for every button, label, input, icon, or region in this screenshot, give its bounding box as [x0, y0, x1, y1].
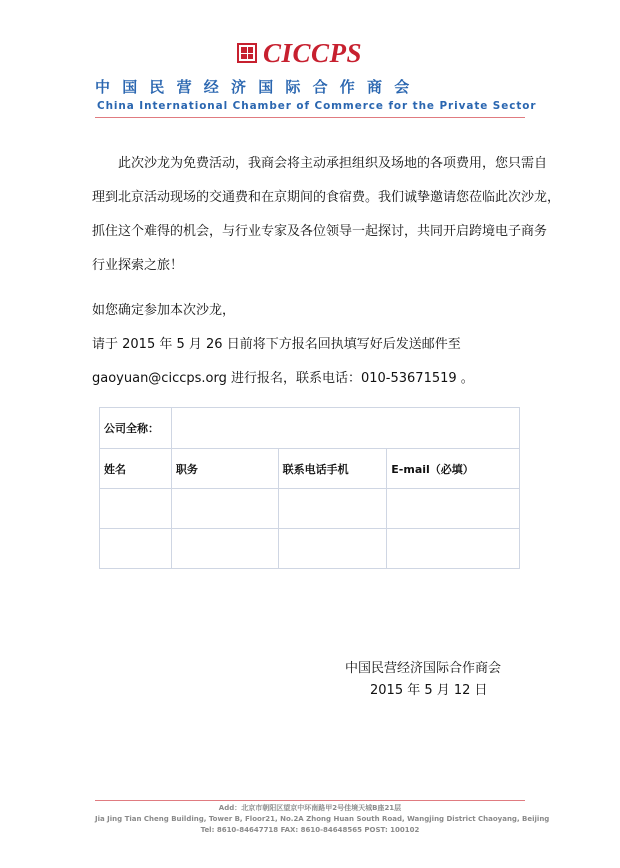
paragraph-line: 抓住这个难得的机会，与行业专家及各位领导一起探讨，共同开启跨境电子商务	[92, 224, 548, 239]
logo	[237, 37, 363, 68]
table-row	[100, 489, 520, 529]
footer-address-cn: Add：北京市朝阳区望京中环南路甲2号佳境天城B座21层	[218, 804, 402, 812]
invitation-paragraph	[92, 155, 561, 291]
signature-org: 中国民营经济国际合作商会	[345, 661, 502, 676]
footer-contact: Tel: 8610-84647718 FAX: 8610-84648565 POST: 100102	[200, 826, 420, 834]
column-header-email: E-mail（必填）	[387, 449, 520, 489]
org-name-en: China International Chamber of Commerce for the Private Sector	[97, 100, 537, 112]
paragraph-line: 理到北京活动现场的交通费和在京期间的食宿费。我们诚挚邀请您莅临此次沙龙，	[92, 190, 561, 205]
company-name-field[interactable]	[171, 408, 519, 449]
table-row	[100, 529, 520, 569]
instruction-line: gaoyuan@ciccps.org 进行报名，联系电话：010-53671519 。	[92, 371, 474, 386]
footer	[95, 803, 550, 836]
paragraph-line: 行业探索之旅！	[92, 258, 184, 273]
column-header-position: 职务	[171, 449, 278, 489]
logo-text: CICCPS	[263, 37, 363, 68]
instruction-line: 如您确定参加本次沙龙，	[92, 303, 236, 318]
registration-form	[99, 407, 520, 569]
company-row	[100, 408, 520, 449]
company-label: 公司全称：	[100, 408, 172, 449]
instruction-line: 请于 2015 年 5 月 26 日前将下方报名回执填写好后发送邮件至	[92, 337, 461, 352]
footer-divider	[95, 800, 525, 801]
phone-cell[interactable]	[278, 529, 387, 569]
paragraph-line: 此次沙龙为免费活动，我商会将主动承担组织及场地的各项费用，您只需自	[118, 156, 548, 171]
org-name-cn: 中国民营经济国际合作商会	[95, 78, 422, 96]
footer-address-en: Jia Jing Tian Cheng Building, Tower B, Floor21, No.2A Zhong Huan South Road, Wangjing District Chaoyang, Beijing	[95, 815, 550, 823]
signature-date: 2015 年 5 月 12 日	[370, 683, 488, 698]
email-cell[interactable]	[387, 529, 520, 569]
column-header-name: 姓名	[100, 449, 172, 489]
name-cell[interactable]	[100, 489, 172, 529]
seal-icon	[237, 43, 257, 63]
signature-block	[345, 658, 501, 702]
name-cell[interactable]	[100, 529, 172, 569]
position-cell[interactable]	[171, 489, 278, 529]
registration-instructions	[92, 302, 532, 404]
header-divider	[95, 117, 525, 118]
position-cell[interactable]	[171, 529, 278, 569]
phone-cell[interactable]	[278, 489, 387, 529]
email-cell[interactable]	[387, 489, 520, 529]
column-header-phone: 联系电话手机	[278, 449, 387, 489]
table-header-row	[100, 449, 520, 489]
